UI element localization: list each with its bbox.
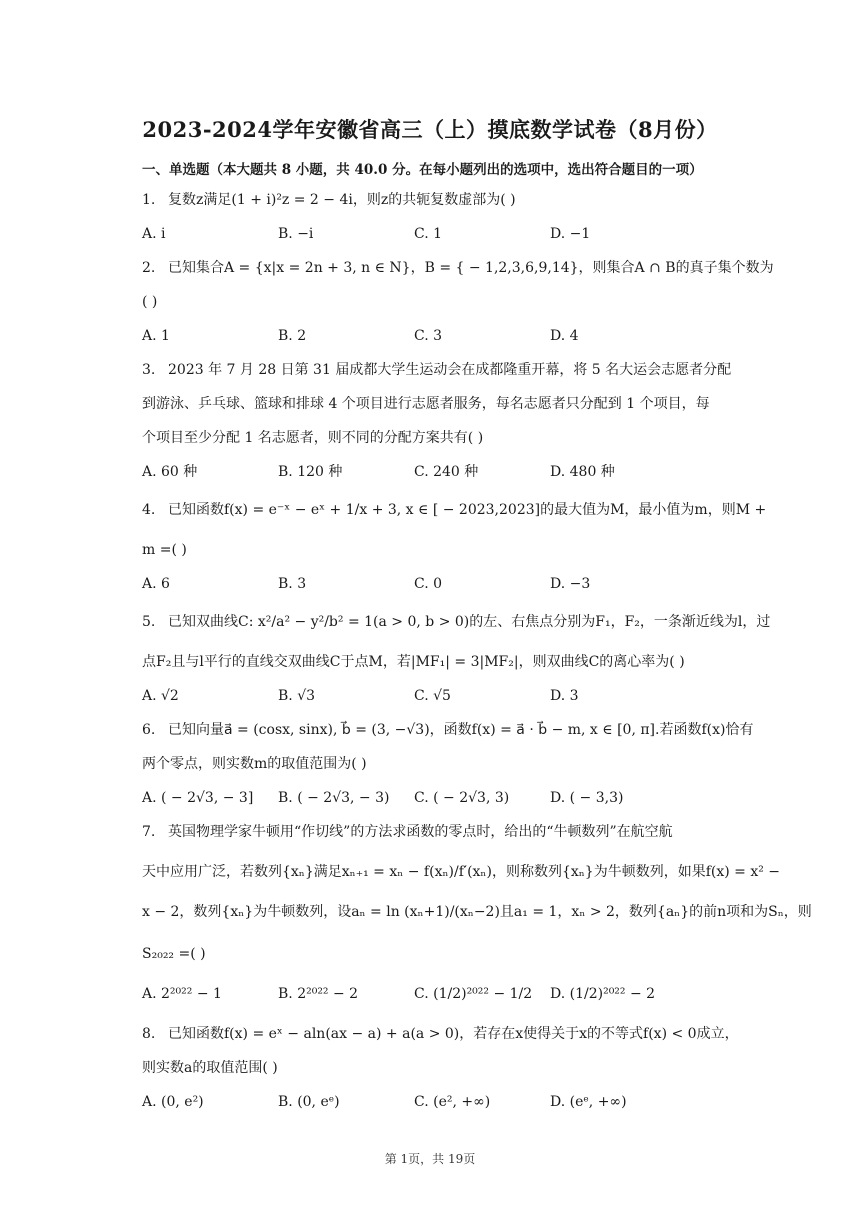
option-d: D. −3 xyxy=(550,576,591,592)
question-8: 8. 已知函数f(x) = eˣ − aln(ax − a) + a(a > 0)，若存在x使得关于x的不等式f(x) < 0成立， xyxy=(142,1026,739,1042)
option-d: D. (eᵉ, +∞) xyxy=(550,1094,627,1110)
option-b: B. 3 xyxy=(278,576,307,592)
option-b: B. 2²⁰²² − 2 xyxy=(278,986,359,1002)
question-7-line-4: S₂₀₂₂ =( ) xyxy=(142,946,206,962)
question-3-line-3: 个项目至少分配 1 名志愿者，则不同的分配方案共有( ) xyxy=(142,430,484,446)
question-5-line-2: 点F₂且与l平行的直线交双曲线C于点M，若|MF₁| = 3|MF₂|，则双曲线C的离心率为( ) xyxy=(142,654,685,670)
option-c: C. 240 种 xyxy=(414,464,479,480)
option-d: D. 480 种 xyxy=(550,464,615,480)
option-b: B. √3 xyxy=(278,688,316,704)
question-7-line-3: x − 2，数列{xₙ}为牛顿数列，设aₙ = ln (xₙ+1)/(xₙ−2)且a₁ = 1，xₙ > 2，数列{aₙ}的前n项和为Sₙ，则 xyxy=(142,904,812,920)
option-b: B. ( − 2√3, − 3) xyxy=(278,790,390,806)
question-5-options xyxy=(142,686,762,706)
option-d: D. 4 xyxy=(550,328,579,344)
page-title: 2023-2024学年安徽省高三（上）摸底数学试卷（8月份） xyxy=(142,117,718,142)
option-b: B. (0, eᵉ) xyxy=(278,1094,340,1110)
option-a: A. 2²⁰²² − 1 xyxy=(142,986,222,1002)
option-c: C. 0 xyxy=(414,576,443,592)
question-2-line-2: ( ) xyxy=(142,294,158,310)
option-b: B. −i xyxy=(278,226,314,242)
question-1-options xyxy=(142,224,762,244)
question-8-options xyxy=(142,1092,762,1112)
question-3-options xyxy=(142,462,762,482)
option-b: B. 2 xyxy=(278,328,307,344)
question-1: 1. 复数z满足(1 + i)²z = 2 − 4i，则z的共轭复数虚部为( ) xyxy=(142,192,516,208)
question-2-options xyxy=(142,326,762,346)
page-footer: 第 1页，共 19页 xyxy=(384,1152,476,1166)
section-heading: 一、单选题（本大题共 8 小题，共 40.0 分。在每小题列出的选项中，选出符合题目的一项） xyxy=(142,162,703,178)
option-c: C. (e², +∞) xyxy=(414,1094,491,1110)
question-6-line-2: 两个零点，则实数m的取值范围为( ) xyxy=(142,756,367,772)
option-d: D. −1 xyxy=(550,226,591,242)
option-a: A. 6 xyxy=(142,576,170,592)
option-c: C. 3 xyxy=(414,328,443,344)
option-c: C. √5 xyxy=(414,688,451,704)
option-a: A. ( − 2√3, − 3] xyxy=(142,790,254,806)
option-c: C. 1 xyxy=(414,226,443,242)
question-8-line-2: 则实数a的取值范围( ) xyxy=(142,1060,278,1076)
question-2: 2. 已知集合A = {x|x = 2n + 3, n ∈ N}，B = { − 1,2,3,6,9,14}，则集合A ∩ B的真子集个数为 xyxy=(142,260,774,276)
question-4-line-2: m =( ) xyxy=(142,542,187,558)
option-a: A. 60 种 xyxy=(142,464,198,480)
question-6-options xyxy=(142,788,762,808)
question-7-line-2: 天中应用广泛，若数列{xₙ}满足xₙ₊₁ = xₙ − f(xₙ)/f′(xₙ)，则称数列{xₙ}为牛顿数列，如果f(x) = x² − xyxy=(142,864,781,880)
option-a: A. (0, e²) xyxy=(142,1094,204,1110)
question-4-options xyxy=(142,574,762,594)
option-d: D. 3 xyxy=(550,688,579,704)
question-5: 5. 已知双曲线C: x²/a² − y²/b² = 1(a > 0, b > 0)的左、右焦点分别为F₁，F₂，一条渐近线为l，过 xyxy=(142,614,771,630)
option-a: A. 1 xyxy=(142,328,170,344)
question-6: 6. 已知向量a⃗ = (cosx, sinx), b⃗ = (3, −√3)，函数f(x) = a⃗ · b⃗ − m, x ∈ [0, π].若函数f(x)恰有 xyxy=(142,722,754,738)
option-b: B. 120 种 xyxy=(278,464,343,480)
question-7-options xyxy=(142,984,762,1004)
question-3: 3. 2023 年 7 月 28 日第 31 届成都大学生运动会在成都隆重开幕，将 5 名大运会志愿者分配 xyxy=(142,362,732,378)
option-d: D. ( − 3,3) xyxy=(550,790,624,806)
option-a: A. √2 xyxy=(142,688,179,704)
question-4: 4. 已知函数f(x) = e⁻ˣ − eˣ + 1/x + 3, x ∈ [ − 2023,2023]的最大值为M，最小值为m，则M + xyxy=(142,502,767,518)
option-d: D. (1/2)²⁰²² − 2 xyxy=(550,986,656,1002)
question-7: 7. 英国物理学家牛顿用“作切线”的方法求函数的零点时，给出的“牛顿数列”在航空航 xyxy=(142,824,673,840)
option-c: C. (1/2)²⁰²² − 1/2 xyxy=(414,986,533,1002)
option-c: C. ( − 2√3, 3) xyxy=(414,790,510,806)
question-3-line-2: 到游泳、乒乓球、篮球和排球 4 个项目进行志愿者服务，每名志愿者只分配到 1 个项目，每 xyxy=(142,396,710,412)
option-a: A. i xyxy=(142,226,166,242)
